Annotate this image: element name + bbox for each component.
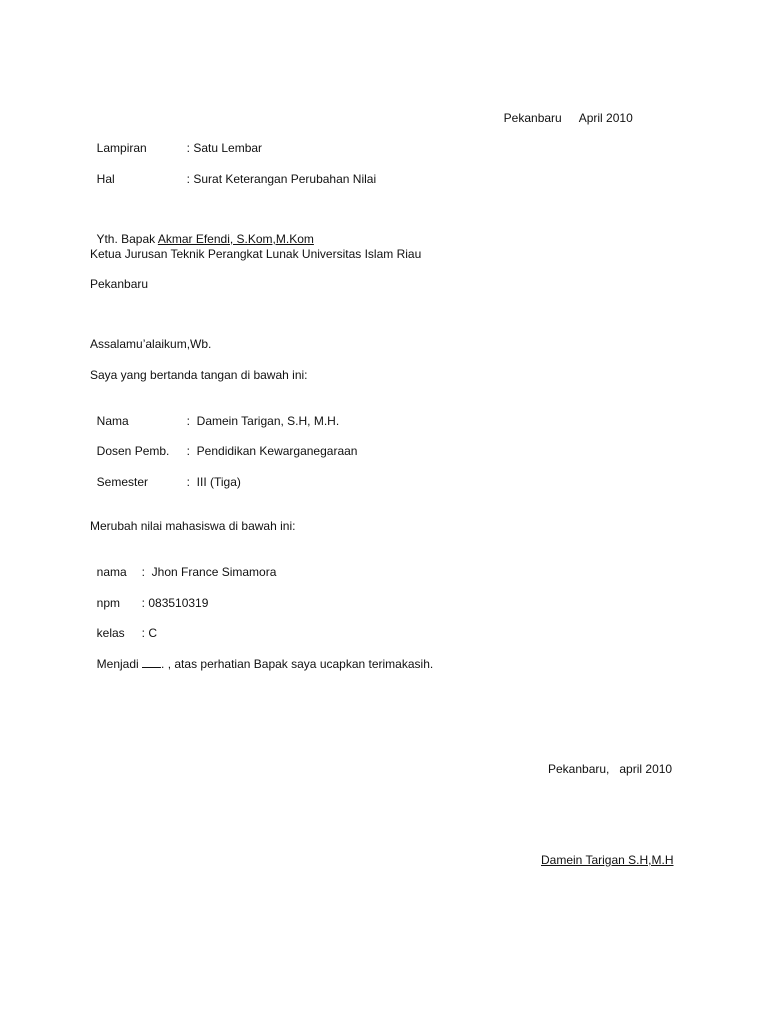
student-label: nama	[96, 565, 127, 579]
recipient-city: Pekanbaru	[90, 277, 149, 291]
lampiran-value: : Satu Lembar	[186, 141, 263, 155]
recipient-name: Akmar Efendi, S.Kom,M.Kom	[157, 232, 314, 246]
closing-line	[90, 640, 433, 672]
signature-name: Damein Tarigan S.H,M.H	[541, 853, 674, 867]
footer-place-date: Pekanbaru, april 2010	[548, 762, 673, 776]
greeting: Assalamu’alaikum,Wb.	[90, 337, 212, 351]
signer-value: : Pendidikan Kewarganegaraan	[186, 444, 358, 458]
lampiran-row	[90, 124, 262, 156]
signer-label: Semester	[96, 475, 149, 489]
signer-label: Nama	[96, 414, 129, 428]
signer-value: : Damein Tarigan, S.H, M.H.	[186, 414, 340, 428]
signer-label: Dosen Pemb.	[96, 444, 170, 458]
student-label: kelas	[96, 626, 125, 640]
student-row-npm	[90, 579, 208, 611]
student-row-kelas	[90, 609, 157, 641]
letter-date-header	[497, 94, 633, 126]
header-date: April 2010	[578, 111, 633, 125]
signer-row-nama	[90, 397, 339, 429]
closing-suffix: . , atas perhatian Bapak saya ucapkan terimakasih.	[161, 657, 434, 671]
student-label: npm	[96, 596, 121, 610]
closing-prefix: Menjadi	[96, 657, 139, 671]
recipient-salutation: Yth. Bapak	[96, 232, 156, 246]
change-intro: Merubah nilai mahasiswa di bawah ini:	[90, 519, 296, 533]
signer-value: : III (Tiga)	[186, 475, 241, 489]
hal-value: : Surat Keterangan Perubahan Nilai	[186, 172, 377, 186]
grade-blank	[142, 656, 161, 668]
signer-row-dosen	[90, 427, 357, 459]
recipient-line	[90, 215, 314, 247]
student-value: : 083510319	[141, 596, 209, 610]
student-value: : Jhon France Simamora	[141, 565, 277, 579]
header-place: Pekanbaru	[503, 111, 562, 125]
signer-row-semester	[90, 458, 241, 490]
student-row-nama	[90, 548, 276, 580]
intro-text: Saya yang bertanda tangan di bawah ini:	[90, 368, 308, 382]
recipient-position: Ketua Jurusan Teknik Perangkat Lunak Universitas Islam Riau	[90, 247, 422, 261]
hal-row	[90, 155, 376, 187]
hal-label: Hal	[96, 172, 115, 186]
student-value: : C	[141, 626, 158, 640]
lampiran-label: Lampiran	[96, 141, 147, 155]
